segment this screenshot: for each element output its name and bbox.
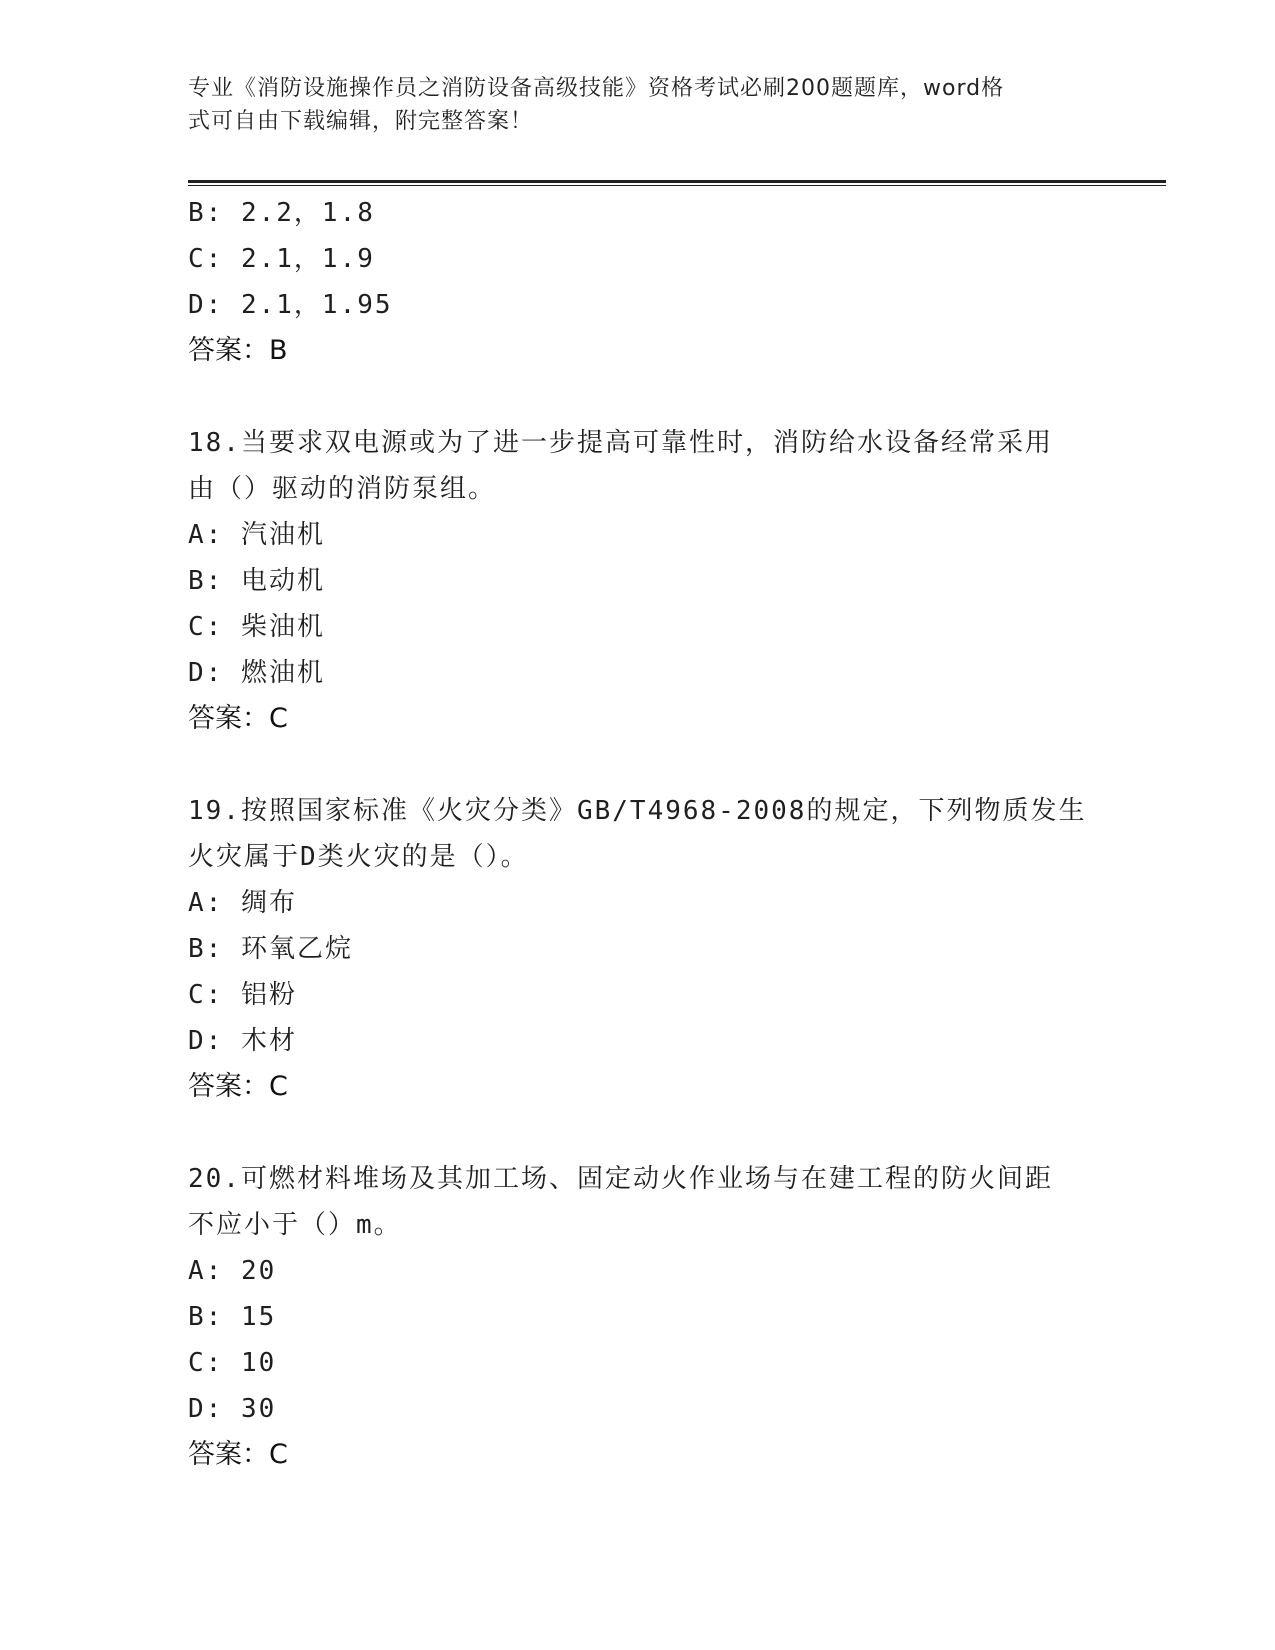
header-rule-thin <box>188 185 1166 186</box>
question-stem <box>188 420 1088 512</box>
answer-line: 答案：B <box>188 335 288 366</box>
stem-line-1: 19.按照国家标准《火灾分类》GB/T4968-2008的规定，下列物质发生 <box>188 796 1087 826</box>
question-stem <box>188 788 1088 880</box>
option-b: B: 15 <box>188 1302 277 1332</box>
header-line-1: 专业《消防设施操作员之消防设备高级技能》资格考试必刷200题题库，word格 <box>188 76 1005 101</box>
option-c: C: 铝粉 <box>188 980 297 1010</box>
question-list <box>188 190 1088 1478</box>
header-rule-thick <box>188 180 1166 183</box>
stem-line-1: 18.当要求双电源或为了进一步提高可靠性时，消防给水设备经常采用 <box>188 428 1053 458</box>
option-b: B: 电动机 <box>188 566 325 596</box>
question-17-tail <box>188 190 1088 374</box>
option-a: A: 汽油机 <box>188 520 325 550</box>
option-b: B: 2.2，1.8 <box>188 198 375 228</box>
option-c: C: 柴油机 <box>188 612 325 642</box>
spacer <box>188 374 1088 420</box>
option-a: A: 20 <box>188 1256 277 1286</box>
header-line-2: 式可自由下载编辑，附完整答案！ <box>188 109 534 134</box>
stem-line-2: 不应小于（）m。 <box>188 1210 402 1240</box>
question-18 <box>188 420 1088 742</box>
option-d: D: 燃油机 <box>188 658 325 688</box>
option-c: C: 10 <box>188 1348 277 1378</box>
answer-line: 答案：C <box>188 1071 288 1102</box>
question-19 <box>188 788 1088 1110</box>
question-stem <box>188 1156 1088 1248</box>
option-d: D: 木材 <box>188 1026 297 1056</box>
option-d: D: 30 <box>188 1394 277 1424</box>
spacer <box>188 1110 1088 1156</box>
option-b: B: 环氧乙烷 <box>188 934 353 964</box>
answer-line: 答案：C <box>188 1439 288 1470</box>
question-20 <box>188 1156 1088 1478</box>
stem-line-2: 由（）驱动的消防泵组。 <box>188 474 497 504</box>
stem-line-1: 20.可燃材料堆场及其加工场、固定动火作业场与在建工程的防火间距 <box>188 1164 1053 1194</box>
stem-line-2: 火灾属于D类火灾的是（）。 <box>188 842 529 872</box>
answer-line: 答案：C <box>188 703 288 734</box>
spacer <box>188 742 1088 788</box>
option-c: C: 2.1，1.9 <box>188 244 375 274</box>
option-a: A: 绸布 <box>188 888 297 918</box>
document-header <box>188 72 1088 138</box>
option-d: D: 2.1，1.95 <box>188 290 393 320</box>
